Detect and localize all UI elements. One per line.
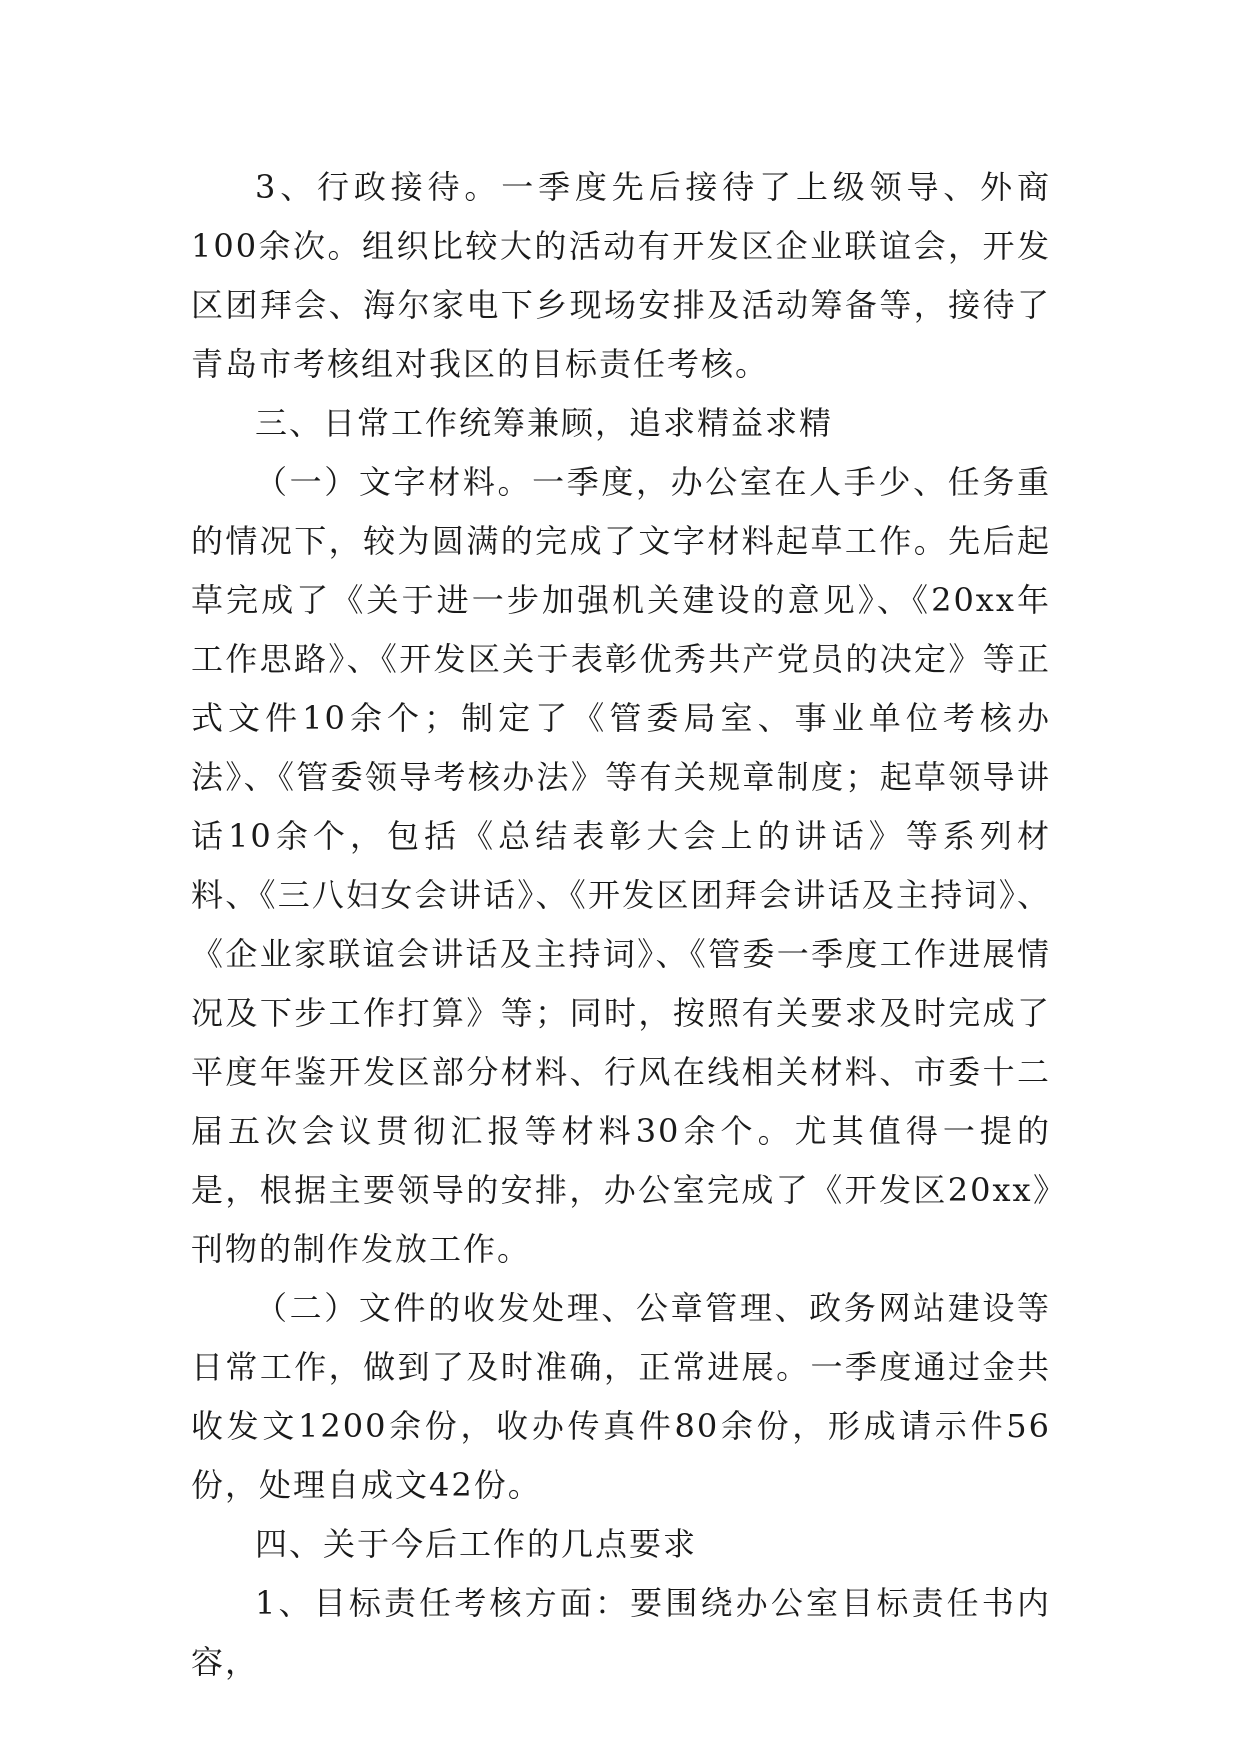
section-heading-daily-work: 三、日常工作统筹兼顾，追求精益求精 [255,404,834,442]
document-body [191,158,1051,1692]
paragraph-target-assessment: 1、目标责任考核方面：要围绕办公室目标责任书内容， [191,1584,1051,1681]
paragraph-reception: 3、行政接待。一季度先后接待了上级领导、外商100余次。组织比较大的活动有开发区企业联谊会，开发区团拜会、海尔家电下乡现场安排及活动筹备等，接待了青岛市考核组对我区的目标责任考核。 [191,168,1051,383]
paragraph-document-handling: （二）文件的收发处理、公章管理、政务网站建设等日常工作，做到了及时准确，正常进展。一季度通过金共收发文1200余份，收办传真件80余份，形成请示件56份，处理自成文42份。 [191,1289,1051,1504]
section-heading-future-requirements: 四、关于今后工作的几点要求 [255,1525,698,1563]
paragraph-written-materials: （一）文字材料。一季度，办公室在人手少、任务重的情况下，较为圆满的完成了文字材料起草工作。先后起草完成了《关于进一步加强机关建设的意见》、《20xx年工作思路》、《开发区关于表彰优秀共产党员的决定》等正式文件10余个；制定了《管委局室、事业单位考核办法》、《管委领导考核办法》等有关规章制度；起草领导讲话10余个，包括《总结表彰大会上的讲话》等系列材料、《三八妇女会讲话》、《开发区团拜会讲话及主持词》、《企业家联谊会讲话及主持词》、《管委一季度工作进展情况及下步工作打算》等；同时，按照有关要求及时完成了平度年鉴开发区部分材料、行风在线相关材料、市委十二届五次会议贯彻汇报等材料30余个。尤其值得一提的是，根据主要领导的安排，办公室完成了《开发区20xx》刊物的制作发放工作。 [191,463,1051,1268]
